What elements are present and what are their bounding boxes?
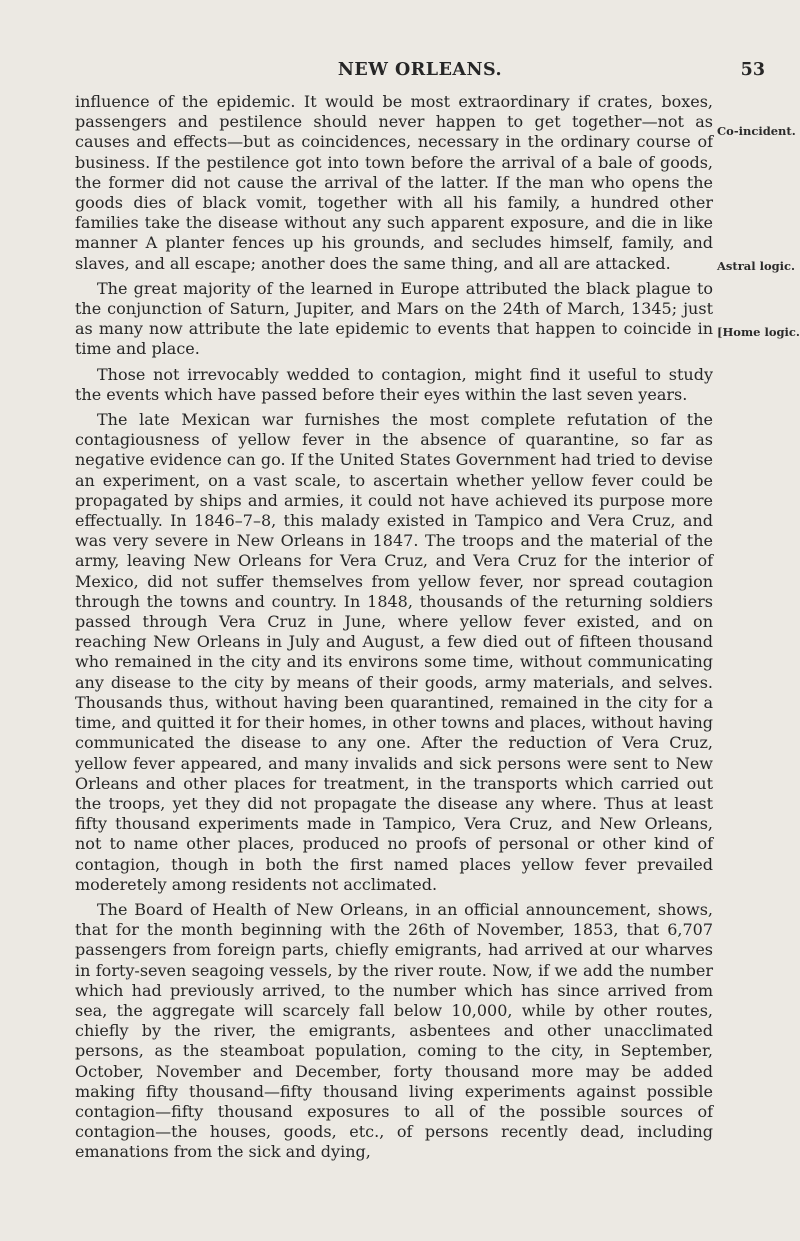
- margin-note-coincident: Co-incident.: [717, 124, 796, 138]
- paragraph-1: influence of the epidemic. It would be most extraordinary if crates, boxes, passengers and pestilence should never happen to get together—not as causes and effects—but as coincidences, necessary in the ordinary course of business. If the pestilence got into town before the arrival of a bale of goods, the former did not cause the arrival of the latter. If the man who opens the goods dies of black vomit, together with all his family, a hundred other families take the disease without any such apparent exposure, and die in like manner A planter fences up his grounds, and secludes himself, family, and slaves, and all escape; another does the same thing, and all are attacked.: [75, 92, 713, 273]
- paragraph-3: Those not irrevocably wedded to contagion, might find it useful to study the events which have passed before their eyes within the last seven years.: [75, 364, 713, 404]
- page-header: [75, 60, 765, 86]
- margin-note-home: [Home logic.: [717, 325, 800, 339]
- paragraph-4: The late Mexican war furnishes the most complete refutation of the contagiousness of yellow fever in the absence of quarantine, so far as negative evidence can go. If the United States Government had tried to devise an experiment, on a vast scale, to ascertain whether yellow fever could be propagated by ships and armies, it could not have achieved its purpose more effectually. In 1846–7–8, this malady existed in Tampico and Vera Cruz, and was very severe in New Orleans in 1847. The troops and the material of the army, leaving New Orleans for Vera Cruz, and Vera Cruz for the interior of Mexico, did not suffer themselves from yellow fever, nor spread coutagion through the towns and country. In 1848, thousands of the returning soldiers passed through Vera Cruz in June, where yellow fever existed, and on reaching New Orleans in July and August, a few died out of fifteen thousand who remained in the city and its environs some time, without communicating any disease to the city by means of their goods, army materials, and selves. Thousands thus, without having been quarantined, remained in the city for a time, and quitted it for their homes, in other towns and places, without having communicated the disease to any one. After the reduction of Vera Cruz, yellow fever appeared, and many invalids and sick persons were sent to New Orleans and other places for treatment, in the transports which carried out the troops, yet they did not propagate the disease any where. Thus at least fifty thousand experiments made in Tampico, Vera Cruz, and New Orleans, not to name other places, produced no proofs of personal or other kind of contagion, though in both the first named places yellow fever prevailed moderetely among residents not acclimated.: [75, 410, 713, 894]
- body-text: [75, 92, 713, 1168]
- margin-note-astral: Astral logic.: [717, 259, 796, 273]
- page-number: 53: [740, 60, 765, 80]
- paragraph-5: The Board of Health of New Orleans, in an official announcement, shows, that for the month beginning with the 26th of November, 1853, that 6,707 passengers from foreign parts, chiefly emigrants, had arrived at our wharves in forty-seven seagoing vessels, by the river route. Now, if we add the number which had previously arrived, to the number which has since arrived from sea, the aggregate will scarcely fall below 10,000, while by other routes, chiefly by the river, the emigrants, asbentees and other unacclimated persons, as the steamboat population, coming to the city, in September, October, November and December, forty thousand more may be added making fifty thousand—fifty thousand living experiments against possible contagion—fifty thousand exposures to all of the possible sources of contagion—the houses, goods, etc., of persons recently dead, including emanations from the sick and dying,: [75, 899, 713, 1162]
- running-title: NEW ORLEANS.: [337, 60, 503, 80]
- paragraph-2: The great majority of the learned in Europe attributed the black plague to the conjunction of Saturn, Jupiter, and Mars on the 24th of March, 1345; just as many now attribute the late epidemic to events that happen to coincide in time and place.: [75, 278, 713, 359]
